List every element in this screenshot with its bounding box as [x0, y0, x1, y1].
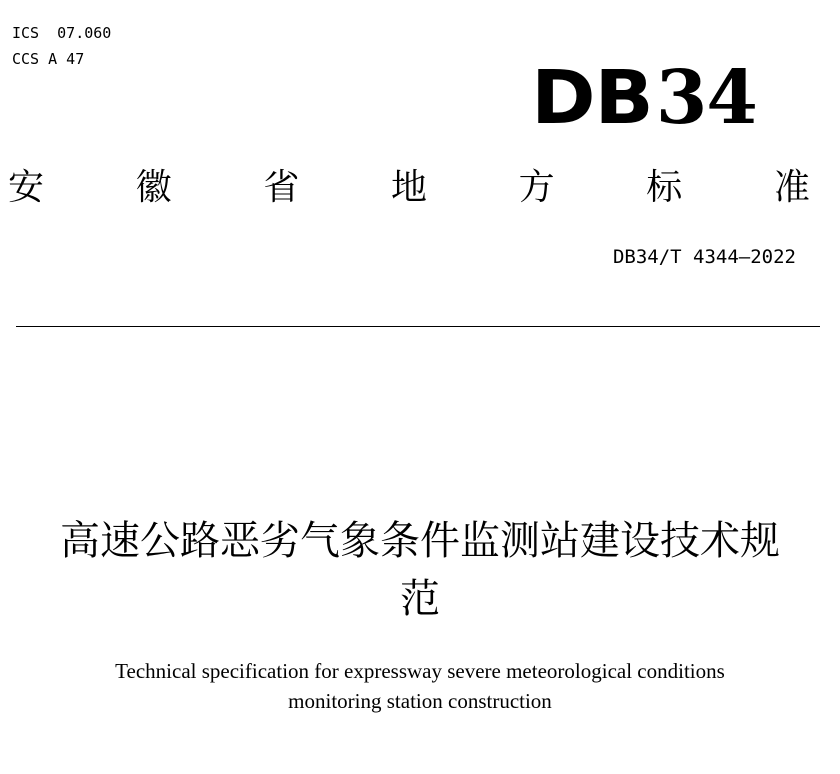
standard-type-char: 地 — [390, 167, 427, 208]
standard-type-char: 徽 — [135, 167, 172, 208]
english-title-line-2: monitoring station construction — [288, 689, 552, 713]
divider-line — [16, 326, 820, 327]
standard-type-char: 安 — [8, 167, 45, 208]
standard-type-char: 方 — [518, 167, 555, 208]
logo-letters: DB — [531, 55, 653, 141]
standard-type-char: 省 — [263, 167, 300, 208]
document-title-english — [0, 656, 840, 716]
standard-type-char: 标 — [646, 167, 683, 208]
english-title-line-1: Technical specification for expressway severe meteorological conditions — [115, 659, 725, 683]
title-line-1: 高速公路恶劣气象条件监测站建设技术规 — [60, 518, 780, 564]
document-title-chinese — [0, 512, 840, 628]
db34-logo — [531, 55, 757, 141]
classification-codes — [12, 20, 111, 72]
standard-number: DB34/T 4344—2022 — [612, 246, 796, 268]
title-line-2: 范 — [400, 576, 440, 622]
ics-code: ICS 07.060 — [12, 24, 112, 42]
standard-type-title — [8, 166, 810, 210]
logo-number: 34 — [655, 55, 757, 141]
ccs-code: CCS A 47 — [12, 50, 85, 68]
standard-type-char: 准 — [773, 167, 810, 208]
